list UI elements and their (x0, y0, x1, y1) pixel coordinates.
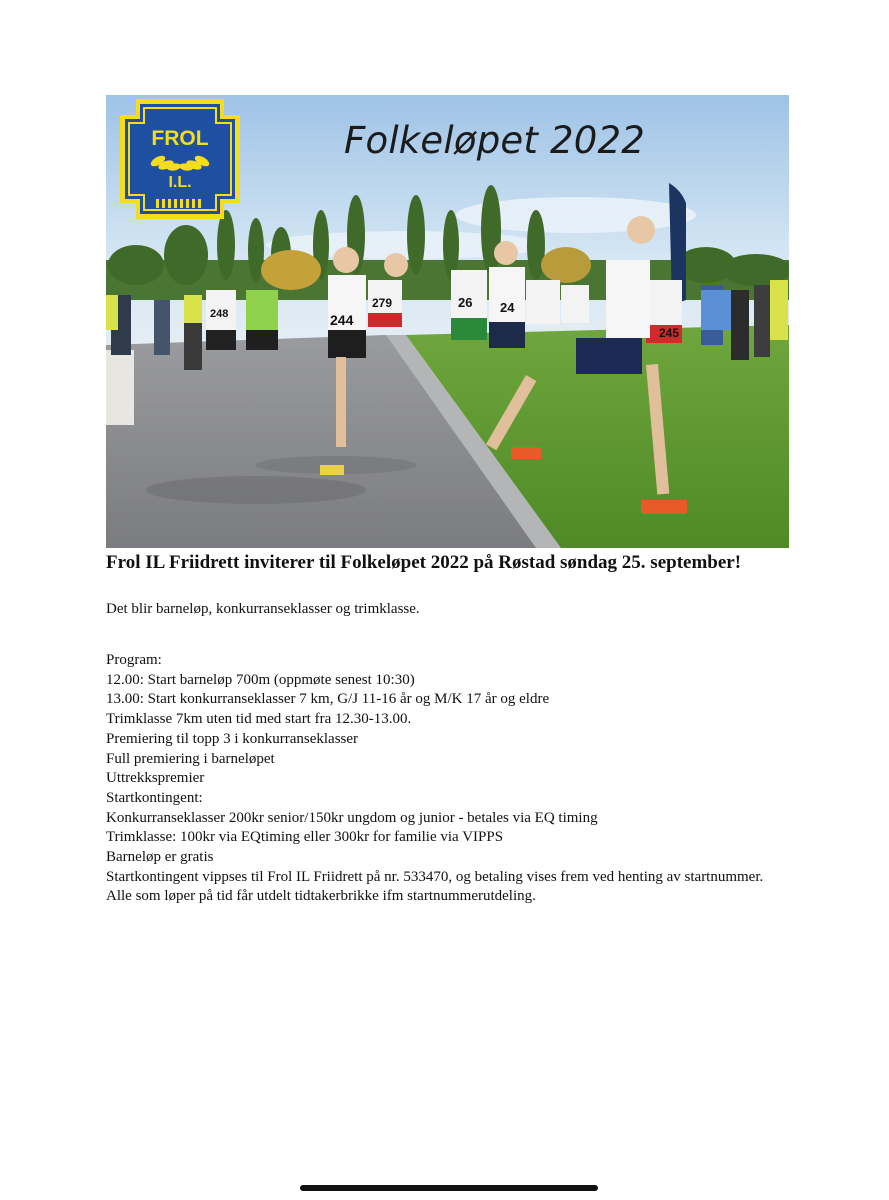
program-line: Trimklasse: 100kr via EQtiming eller 300kr for familie via VIPPS (106, 829, 504, 846)
headline: Frol IL Friidrett inviterer til Folkeløpet 2022 på Røstad søndag 25. september! (106, 552, 742, 573)
race-photo (106, 95, 789, 548)
event-banner-image (106, 95, 789, 548)
program-line: Trimklasse 7km uten tid med start fra 12.30-13.00. (106, 711, 412, 728)
program-line: Full premiering i barneløpet (106, 750, 275, 767)
bib-248: 248 (210, 308, 229, 320)
program-line: Startkontingent vippses til Frol IL Friidrett på nr. 533470, og betaling vises frem ved henting av startnummer. (106, 868, 764, 885)
program-line: Startkontingent: (106, 789, 203, 806)
frol-logo (120, 99, 240, 219)
program-line: 13.00: Start konkurranseklasser 7 km, G/J 11-16 år og M/K 17 år og eldre (106, 691, 550, 708)
bib-244: 244 (330, 312, 354, 328)
bib-279: 279 (372, 296, 393, 310)
program-line: Premiering til topp 3 i konkurranseklasser (106, 730, 359, 747)
program-line: Konkurranseklasser 200kr senior/150kr ungdom og junior - betales via EQ timing (106, 809, 598, 826)
bib-24: 24 (500, 300, 515, 315)
program-line: Uttrekkspremier (106, 770, 205, 787)
home-indicator[interactable] (300, 1185, 598, 1191)
program-line: Program: (106, 652, 162, 668)
program-details (106, 651, 766, 907)
intro-text: Det blir barneløp, konkurranseklasser og trimklasse. (106, 601, 420, 617)
program-line: Barneløp er gratis (106, 849, 214, 866)
bib-245: 245 (659, 326, 680, 340)
logo-text-frol: FROL (151, 127, 209, 150)
program-line: 12.00: Start barneløp 700m (oppmøte senest 10:30) (106, 671, 415, 688)
logo-text-il: I.L. (168, 174, 192, 191)
bib-26: 26 (458, 295, 473, 310)
program-line: Alle som løper på tid får utdelt tidtakerbrikke ifm startnummerutdeling. (106, 888, 536, 905)
banner-title: Folkeløpet 2022 (344, 119, 645, 162)
